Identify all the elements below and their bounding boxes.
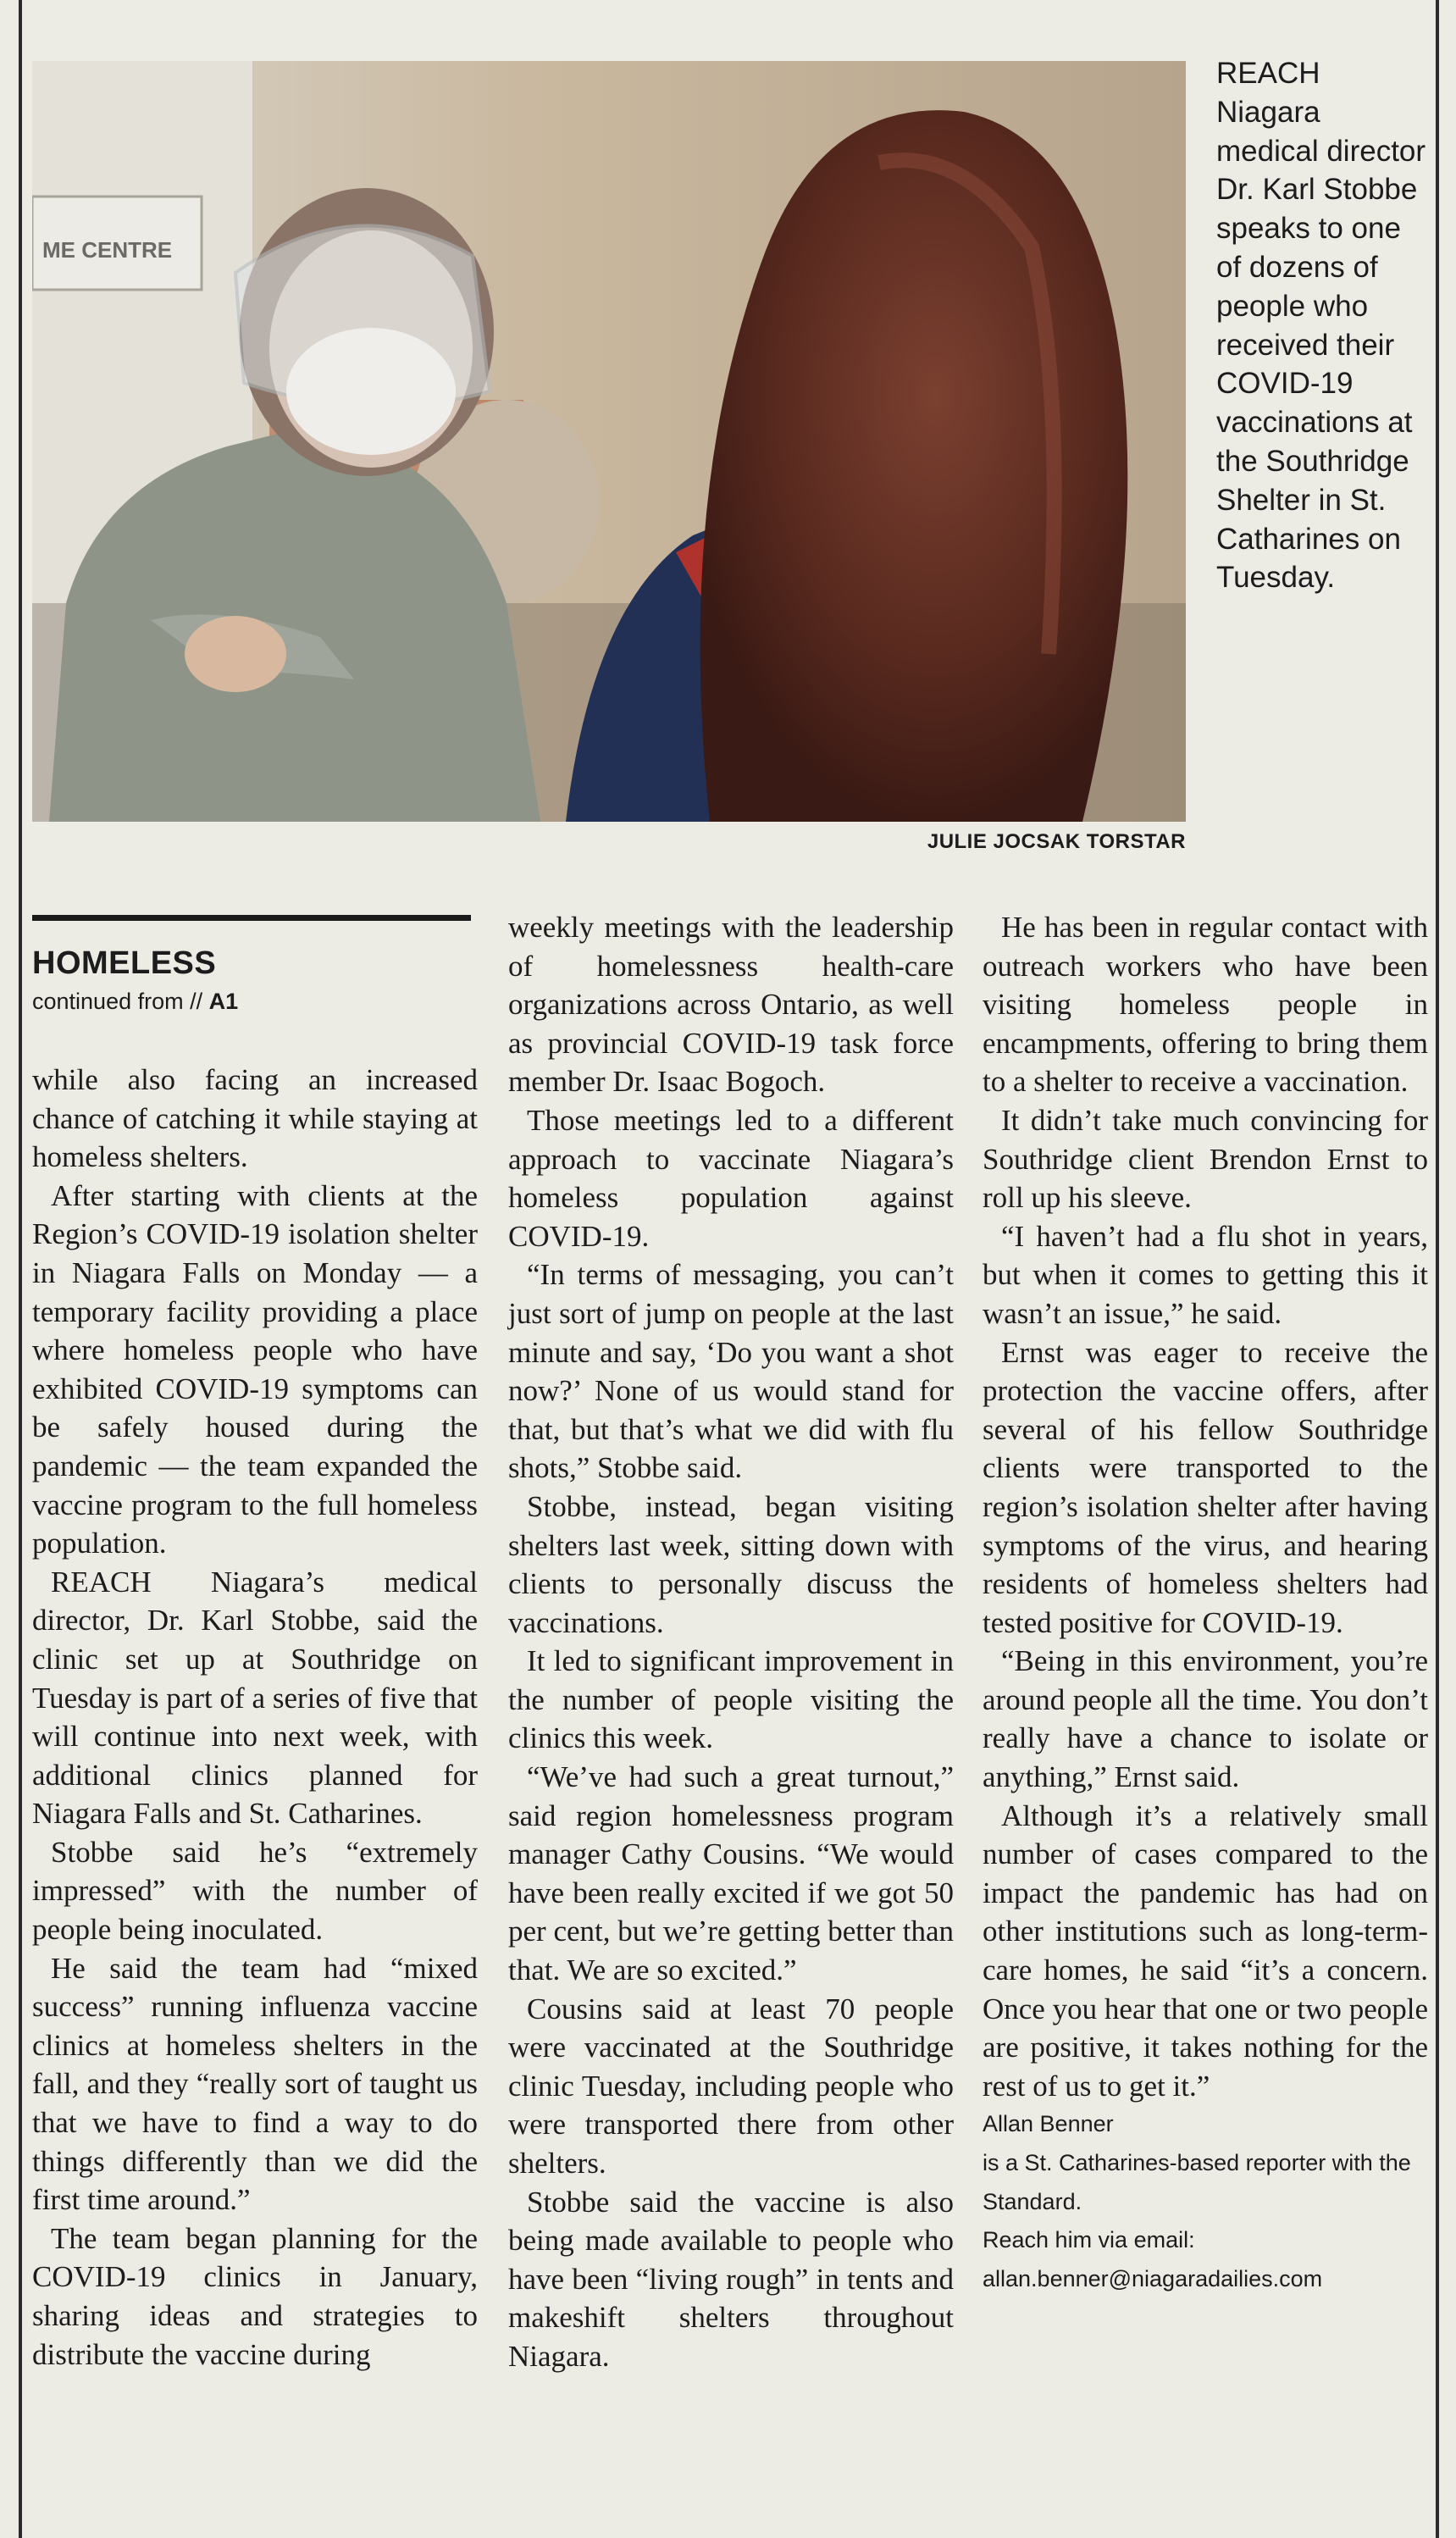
kicker-label: HOMELESS [32, 945, 217, 981]
article-paragraph: weekly meetings with the leadership of homelessness health-care organizations across Ontario, as well as provincial COVID-19 task force member Dr. Isaac Bogoch. [508, 911, 954, 1099]
article-column-3 [983, 908, 1428, 2298]
article-paragraph: It didn’t take much convincing for Southridge client Brendon Ernst to roll up his sleeve. [983, 1103, 1428, 1215]
author-bio: is a St. Catharines-based reporter with the Standard. [983, 2150, 1411, 2214]
article-paragraph: After starting with clients at the Region’s COVID-19 isolation shelter in Niagara Falls on Monday — a temporary facility providing a place where homeless people who have exhibited COVID-19 symptoms can be safely housed during the pandemic — the team expanded the vaccine program to the full homeless population. [32, 1178, 478, 1560]
author-name: Allan Benner [983, 2111, 1114, 2137]
article-paragraph: Ernst was eager to receive the protection the vaccine offers, after several of his fellow Southridge clients were transported to the region’s isolation shelter after having symptoms of the virus, and hearing residents of homeless shelters had tested positive for COVID-19. [983, 1335, 1428, 1639]
article-paragraph: REACH Niagara’s medical director, Dr. Karl Stobbe, said the clinic set up at Southridge on Tuesday is part of a series of five that will continue into next week, with additional clinics planned for Niagara Falls and St. Catharines. [32, 1565, 478, 1831]
article-paragraph: “Being in this environment, you’re around people all the time. You don’t really have a chance to isolate or anything,” Ernst said. [983, 1644, 1428, 1794]
author-email: allan.benner@niagaradailies.com [983, 2265, 1323, 2291]
kicker-rule [32, 915, 471, 921]
article-paragraph: “I haven’t had a flu shot in years, but when it comes to getting this it wasn’t an issue,” he said. [983, 1219, 1428, 1330]
page-border-left [19, 0, 22, 2538]
page-border-right [1436, 0, 1439, 2538]
author-contact: Reach him via email: [983, 2227, 1195, 2253]
article-paragraph: Although it’s a relatively small number of cases compared to the impact the pandemic has had on other institutions such as long-term-care homes, he said “it’s a concern. Once you hear that one or two people are positive, it takes nothing for the rest of us to get it.” [983, 1798, 1428, 2103]
article-column-2 [508, 908, 954, 2376]
article-paragraph: while also facing an increased chance of catching it while staying at homeless shelters. [32, 1063, 478, 1174]
article-paragraph: Cousins said at least 70 people were vaccinated at the Southridge clinic Tuesday, including people who were transported there from other shelters. [508, 1992, 954, 2180]
article-paragraph: Those meetings led to a different approach to vaccinate Niagara’s homeless population against COVID-19. [508, 1103, 954, 1253]
jump-prefix: continued from // [32, 989, 209, 1014]
article-paragraph: The team began planning for the COVID-19 clinics in January, sharing ideas and strategies to distribute the vaccine during [32, 2221, 478, 2371]
photo-credit: JULIE JOCSAK TORSTAR [927, 830, 1186, 853]
article-paragraph: He has been in regular contact with outreach workers who have been visiting homeless people in encampments, offering to bring them to a shelter to receive a vaccination. [983, 911, 1428, 1099]
article-photo [32, 61, 1186, 822]
article-paragraph: “We’ve had such a great turnout,” said region homelessness program manager Cathy Cousins. “We would have been really excited if we got 50 per cent, but we’re getting better than that. We are so excited.” [508, 1760, 954, 1987]
jump-line [32, 989, 238, 1015]
jump-page: A1 [208, 989, 239, 1014]
photo-caption: REACH Niagara medical director Dr. Karl Stobbe speaks to one of dozens of people who received their COVID-19 vaccinations at the Southridge Shelter in St. Catharines on Tuesday. [1216, 57, 1426, 595]
article-paragraph: Stobbe said the vaccine is also being made available to people who have been “living rough” in tents and makeshift shelters throughout Niagara. [508, 2185, 954, 2373]
article-paragraph: “In terms of messaging, you can’t just sort of jump on people at the last minute and say, ‘Do you want a shot now?’ None of us would stand for that, but that’s what we did with flu shots,” Stobbe said. [508, 1258, 954, 1485]
article-paragraph: Stobbe said he’s “extremely impressed” with the number of people being inoculated. [32, 1835, 478, 1947]
photo-illustration [32, 61, 1186, 822]
author-signoff [983, 2105, 1428, 2298]
article-paragraph: Stobbe, instead, began visiting shelters last week, sitting down with clients to personally discuss the vaccinations. [508, 1489, 954, 1639]
article-paragraph: He said the team had “mixed success” running influenza vaccine clinics at homeless shelters in the fall, and they “really sort of taught us that we have to find a way to do things differently than we did the first time around.” [32, 1951, 478, 2217]
background-sign: ME CENTRE [42, 237, 173, 263]
article-paragraph: It led to significant improvement in the number of people visiting the clinics this week. [508, 1644, 954, 1755]
column-3-body [983, 908, 1428, 2105]
article-column-1 [32, 1061, 478, 2374]
